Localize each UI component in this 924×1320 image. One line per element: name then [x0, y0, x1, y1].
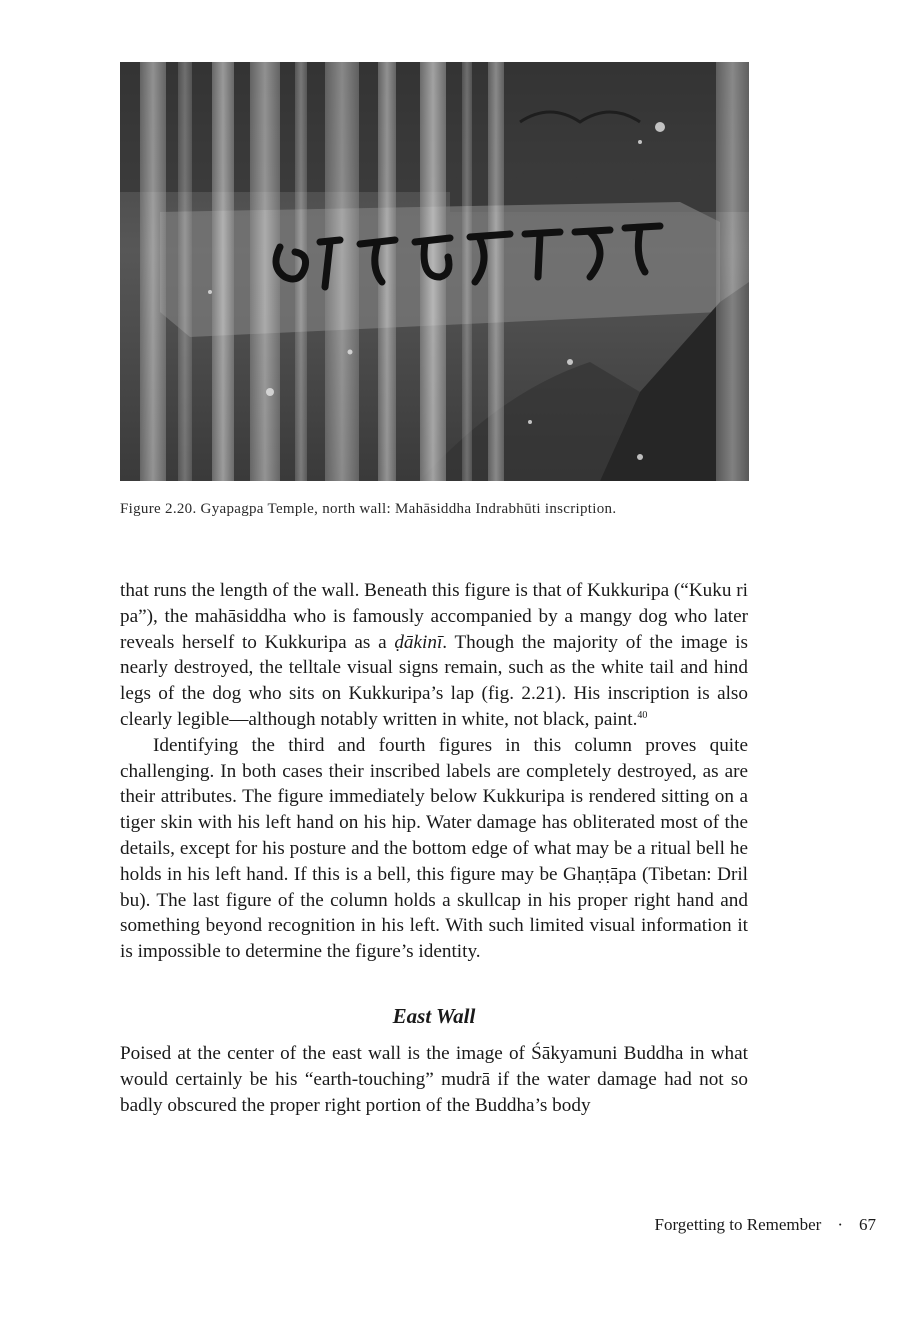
paragraph-2: Identifying the third and fourth figures in this column proves quite challenging. In both cases their inscribed labels are completely destroyed, as are their attributes. The figure immediately below Kukkuripa is rendered sitting on a tiger skin with his left hand on his hip. Water damage has obliterated most of the details, except for his posture and the bottom edge of what may be a ritual bell he holds in his left hand. If this is a bell, this figure may be Ghaṇṭāpa (Tibetan: Dril bu). The last figure of the column holds a skullcap in his proper right hand and something beyond recognition in his left. With such limited visual information it is impossible to determine the figure’s identity. — [120, 734, 748, 963]
section-heading: East Wall — [392, 1003, 476, 1028]
paragraph-1-text-after: . Though the majority of the image is nearly destroyed, the telltale visual signs remain, such as the white tail and hind legs of the dog who sits on Kukkuripa’s lap (fig. 2.21). His inscription is also clearly legible—although notably written in white, not black, paint. — [120, 631, 748, 730]
figure-photo — [120, 62, 749, 481]
page-footer — [654, 1215, 876, 1235]
page-number: 67 — [859, 1215, 876, 1234]
footer-separator: · — [837, 1215, 843, 1234]
footnote-marker[interactable]: 40 — [637, 709, 648, 721]
body-text — [120, 578, 748, 1118]
figure-caption: Figure 2.20. Gyapagpa Temple, north wall: Mahāsiddha Indrabhūti inscription. — [120, 501, 617, 517]
paragraph-1 — [120, 578, 748, 733]
paragraph-1-text: that runs the length of the wall. Beneath this figure is that of Kukkuripa (“Kuku ri pa”), the mahāsiddha who is famously accompanied by a mangy dog who later reveals herself to Kukkuripa as a — [120, 580, 748, 653]
running-title: Forgetting to Remember — [654, 1215, 822, 1234]
mural-photo-illustration — [120, 62, 749, 481]
paragraph-3: Poised at the center of the east wall is the image of Śākyamuni Buddha in what would certainly be his “earth-touching” mudrā if the water damage had not so badly obscured the proper right portion of the Buddha’s body — [120, 1042, 748, 1116]
italic-term-dakini: ḍākinī — [394, 631, 443, 653]
